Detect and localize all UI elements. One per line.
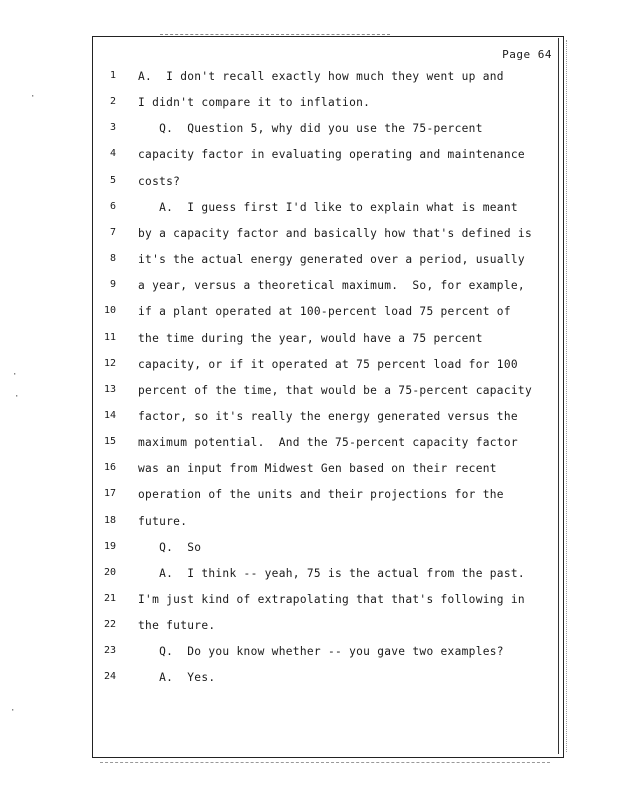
line-number: 8 <box>109 253 116 265</box>
transcript-line <box>0 671 618 687</box>
line-text: Q. So <box>138 540 202 554</box>
line-number: 19 <box>103 540 116 552</box>
line-text: future. <box>138 514 188 528</box>
line-number: 14 <box>103 409 116 421</box>
page-number: Page 64 <box>502 48 552 61</box>
line-number: 22 <box>103 619 116 631</box>
line-number: 2 <box>109 96 116 108</box>
margin-mark: · <box>14 392 20 402</box>
line-number: 23 <box>103 645 116 657</box>
line-text: capacity, or if it operated at 75 percent load for 100 <box>138 357 518 371</box>
line-text: it's the actual energy generated over a period, usually <box>138 253 525 267</box>
transcript-line <box>0 279 618 295</box>
bottom-edge-marks <box>100 762 550 763</box>
transcript-line <box>0 305 618 321</box>
transcript-line <box>0 175 618 191</box>
line-text: Q. Question 5, why did you use the 75-percent <box>138 122 483 136</box>
transcript-line <box>0 541 618 557</box>
transcript-line <box>0 148 618 164</box>
line-text: if a plant operated at 100-percent load 75 percent of <box>138 305 511 319</box>
transcript-line <box>0 436 618 452</box>
line-text: operation of the units and their projections for the <box>138 488 504 502</box>
line-text: percent of the time, that would be a 75-percent capacity <box>138 383 532 397</box>
transcript-line <box>0 332 618 348</box>
line-number: 16 <box>103 462 116 474</box>
line-number: 1 <box>109 70 116 81</box>
line-text: capacity factor in evaluating operating and maintenance <box>138 148 525 162</box>
line-text: Q. Do you know whether -- you gave two examples? <box>138 645 504 659</box>
line-number: 4 <box>109 148 116 160</box>
line-text: costs? <box>138 174 181 188</box>
transcript-line <box>0 567 618 583</box>
line-text: I didn't compare it to inflation. <box>138 96 371 110</box>
transcript-line <box>0 358 618 374</box>
line-number: 9 <box>109 279 116 291</box>
line-number: 12 <box>103 357 116 369</box>
transcript-line <box>0 410 618 426</box>
line-number: 20 <box>103 566 116 578</box>
line-number: 15 <box>103 436 116 448</box>
transcript-line <box>0 96 618 112</box>
line-text: A. I don't recall exactly how much they went up and <box>138 70 504 83</box>
line-text: a year, versus a theoretical maximum. So, for example, <box>138 279 525 293</box>
transcript-line <box>0 593 618 609</box>
line-number: 21 <box>103 593 116 604</box>
transcript-line <box>0 227 618 243</box>
line-number: 17 <box>103 488 116 500</box>
line-number: 11 <box>103 331 116 343</box>
line-text: the time during the year, would have a 75 percent <box>138 331 483 345</box>
line-number: 10 <box>103 305 116 317</box>
transcript-line <box>0 122 618 138</box>
transcript-line <box>0 488 618 504</box>
transcript-line <box>0 515 618 531</box>
line-number: 6 <box>109 200 116 212</box>
transcript-line <box>0 253 618 269</box>
line-number: 24 <box>103 671 116 683</box>
line-text: A. Yes. <box>138 671 216 685</box>
line-text: the future. <box>138 619 216 633</box>
margin-mark: · <box>12 370 18 380</box>
transcript-line <box>0 619 618 635</box>
line-text: by a capacity factor and basically how that's defined is <box>138 226 532 240</box>
line-text: maximum potential. And the 75-percent capacity factor <box>138 436 518 450</box>
transcript-line <box>0 384 618 400</box>
transcript-line <box>0 462 618 478</box>
transcript-line <box>0 70 618 86</box>
line-number: 5 <box>109 174 116 186</box>
line-text: A. I guess first I'd like to explain what is meant <box>138 200 518 214</box>
margin-mark: · <box>10 706 16 716</box>
transcript-line <box>0 645 618 661</box>
line-text: I'm just kind of extrapolating that that's following in <box>138 593 525 606</box>
line-number: 3 <box>109 122 116 134</box>
margin-mark: · <box>30 92 36 102</box>
line-number: 13 <box>103 383 116 395</box>
line-text: factor, so it's really the energy generated versus the <box>138 409 518 423</box>
line-number: 7 <box>109 226 116 238</box>
line-number: 18 <box>103 514 116 526</box>
line-text: was an input from Midwest Gen based on their recent <box>138 462 497 476</box>
transcript-line <box>0 201 618 217</box>
line-text: A. I think -- yeah, 75 is the actual from the past. <box>138 566 525 580</box>
